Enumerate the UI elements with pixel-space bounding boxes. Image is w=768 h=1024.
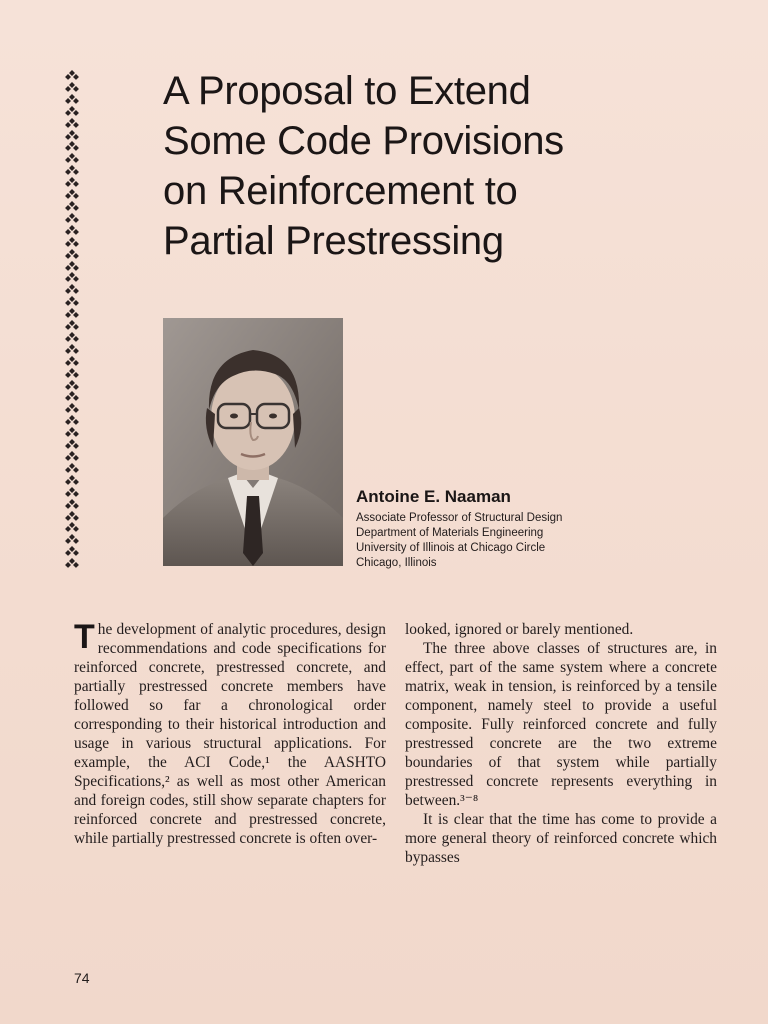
diamond-ornament-icon bbox=[65, 475, 79, 487]
diamond-ornament-icon bbox=[65, 225, 79, 237]
diamond-ornament-icon bbox=[65, 284, 79, 296]
diamond-ornament-icon bbox=[65, 487, 79, 499]
diamond-ornament-icon bbox=[65, 403, 79, 415]
diamond-ornament-icon bbox=[65, 368, 79, 380]
decorative-diamond-border bbox=[58, 70, 86, 570]
diamond-ornament-icon bbox=[65, 415, 79, 427]
author-location: Chicago, Illinois bbox=[356, 557, 437, 569]
diamond-ornament-icon bbox=[65, 344, 79, 356]
diamond-ornament-icon bbox=[65, 439, 79, 451]
diamond-ornament-icon bbox=[65, 118, 79, 130]
diamond-ornament-icon bbox=[65, 153, 79, 165]
diamond-ornament-icon bbox=[65, 165, 79, 177]
diamond-ornament-icon bbox=[65, 296, 79, 308]
diamond-ornament-icon bbox=[65, 332, 79, 344]
diamond-ornament-icon bbox=[65, 141, 79, 153]
diamond-ornament-icon bbox=[65, 356, 79, 368]
drop-cap: T bbox=[74, 618, 95, 656]
author-portrait bbox=[163, 318, 343, 566]
page-number: 74 bbox=[74, 970, 90, 986]
author-department: Department of Materials Engineering bbox=[356, 527, 544, 539]
title-line: A Proposal to Extend bbox=[163, 69, 531, 113]
paragraph: It is clear that the time has come to provide a more general theory of reinforced concrete which bypasses bbox=[405, 811, 717, 866]
diamond-ornament-icon bbox=[65, 427, 79, 439]
intro-paragraph bbox=[74, 620, 386, 848]
diamond-ornament-icon bbox=[65, 391, 79, 403]
diamond-ornament-icon bbox=[65, 451, 79, 463]
diamond-ornament-icon bbox=[65, 189, 79, 201]
body-column-right bbox=[405, 620, 717, 867]
diamond-ornament-icon bbox=[65, 106, 79, 118]
portrait-illustration bbox=[163, 318, 343, 566]
author-name: Antoine E. Naaman bbox=[356, 487, 511, 506]
diamond-ornament-icon bbox=[65, 177, 79, 189]
diamond-ornament-icon bbox=[65, 237, 79, 249]
diamond-ornament-icon bbox=[65, 82, 79, 94]
diamond-ornament-icon bbox=[65, 308, 79, 320]
title-line: Some Code Provisions bbox=[163, 119, 564, 163]
author-university: University of Illinois at Chicago Circle bbox=[356, 542, 546, 554]
diamond-ornament-icon bbox=[65, 558, 79, 570]
title-line: on Reinforcement to bbox=[163, 169, 518, 213]
diamond-ornament-icon bbox=[65, 272, 79, 284]
diamond-ornament-icon bbox=[65, 522, 79, 534]
diamond-ornament-icon bbox=[65, 70, 79, 82]
author-info bbox=[356, 487, 656, 571]
diamond-ornament-icon bbox=[65, 463, 79, 475]
paragraph: The three above classes of structures are, in effect, part of the same system where a concrete matrix, weak in tension, is reinforced by a tensile component, namely steel to provide a useful composite. Fully reinforced concrete and fully prestressed concrete are the two extreme boundaries of that system while partially prestressed concrete represents everything in between.³⁻⁸ bbox=[405, 640, 717, 809]
paragraph-continuation: looked, ignored or barely mentioned. bbox=[405, 621, 634, 638]
diamond-ornament-icon bbox=[65, 261, 79, 273]
author-title: Associate Professor of Structural Design bbox=[356, 512, 563, 524]
diamond-ornament-icon bbox=[65, 534, 79, 546]
diamond-ornament-icon bbox=[65, 94, 79, 106]
diamond-ornament-icon bbox=[65, 201, 79, 213]
diamond-ornament-icon bbox=[65, 511, 79, 523]
diamond-ornament-icon bbox=[65, 320, 79, 332]
intro-text: he development of analytic procedures, design recommendations and code specifications for reinforced concrete, prestressed concrete, and partially prestressed concrete members have followed so far a chronological order corresponding to their historical introduction and usage in various structural applications. For example, the ACI Code,¹ the AASHTO Specifications,² as well as most other American and foreign codes, still show separate chapters for reinforced concrete and prestressed concrete, while partially prestressed concrete is often over- bbox=[74, 621, 386, 847]
diamond-ornament-icon bbox=[65, 380, 79, 392]
diamond-ornament-icon bbox=[65, 213, 79, 225]
article-title bbox=[163, 66, 723, 266]
body-column-left bbox=[74, 620, 386, 848]
diamond-ornament-icon bbox=[65, 130, 79, 142]
diamond-ornament-icon bbox=[65, 546, 79, 558]
title-line: Partial Prestressing bbox=[163, 219, 504, 263]
diamond-ornament-icon bbox=[65, 249, 79, 261]
diamond-ornament-icon bbox=[65, 499, 79, 511]
